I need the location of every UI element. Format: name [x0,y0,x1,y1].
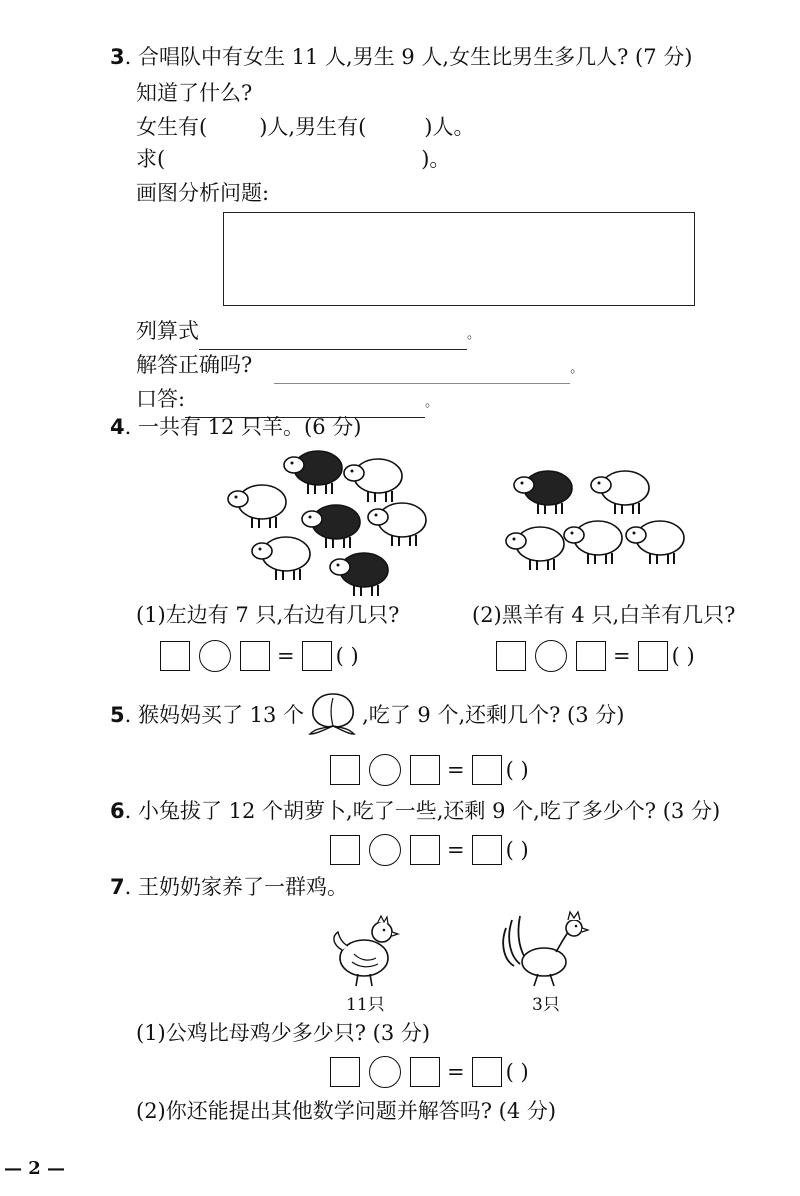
hen-count-label: 11只 [346,995,385,1015]
q4-text: . 一共有 12 只羊。(6 分) [124,415,362,439]
unit-paren[interactable]: ( ) [505,1060,529,1084]
rooster-icon [496,908,596,988]
unit-paren[interactable]: ( ) [335,644,359,668]
operand-box[interactable] [576,641,606,671]
q3-text: . 合唱队中有女生 11 人,男生 9 人,女生比男生多几人? (7 分) [124,45,693,69]
equals-sign: = [277,644,295,668]
operand-box[interactable] [410,835,440,865]
q7-sub2: (2)你还能提出其他数学问题并解答吗? (4 分) [136,1099,557,1123]
operator-circle[interactable] [535,640,567,672]
q4-sub2-equation [496,640,695,672]
q3-ask-post: )。 [421,147,451,171]
q3-girls-post: )人,男生有( [259,115,367,139]
result-box[interactable] [472,835,502,865]
result-box[interactable] [472,1057,502,1087]
hen-icon [326,910,406,990]
operand-box[interactable] [410,755,440,785]
rooster-count-label: 3只 [532,995,560,1015]
q5-title [110,700,624,732]
q7-equation [330,1056,529,1088]
q3-ask-pre: 求( [136,147,166,171]
q5-equation [330,754,529,786]
unit-paren[interactable]: ( ) [505,758,529,782]
q3-formula-period: 。 [467,327,481,342]
operand-box[interactable] [330,1057,360,1087]
q3-title [110,42,692,72]
formula-answer-line[interactable] [199,327,467,350]
q3-check-label: 解答正确吗? [136,353,253,377]
q3-answer-label: 口答: [136,387,186,411]
q6-text: . 小兔拔了 12 个胡萝卜,吃了一些,还剩 9 个,吃了多少个? (3 分) [124,799,721,823]
operand-box[interactable] [160,641,190,671]
left-sheep-group [228,451,426,596]
unit-paren[interactable]: ( ) [505,838,529,862]
q3-girls-boys-line [136,112,474,142]
operator-circle[interactable] [369,754,401,786]
q7-number: 7 [110,875,125,899]
equals-sign: = [447,838,465,862]
result-box[interactable] [302,641,332,671]
q5-text-pre: . 猴妈妈买了 13 个 [124,703,305,727]
peach-icon [304,702,362,732]
equals-sign: = [447,758,465,782]
q3-oral-period: 。 [425,395,439,410]
q4-title [110,412,361,442]
q7-sub1: (1)公鸡比母鸡少多少只? (3 分) [136,1021,431,1045]
q3-know-label: 知道了什么? [136,81,253,105]
q5-number: 5 [110,703,125,727]
drawing-box[interactable] [223,212,695,306]
result-box[interactable] [638,641,668,671]
q4-sub1: (1)左边有 7 只,右边有几只? [136,603,400,627]
q4-number: 4 [110,415,125,439]
operator-circle[interactable] [369,1056,401,1088]
operand-box[interactable] [240,641,270,671]
q3-girls-pre: 女生有( [136,115,208,139]
operator-circle[interactable] [369,834,401,866]
operand-box[interactable] [330,755,360,785]
unit-paren[interactable]: ( ) [671,644,695,668]
q7-title [110,872,348,902]
equals-sign: = [613,644,631,668]
q7-text: . 王奶奶家养了一群鸡。 [124,875,348,899]
equals-sign: = [447,1060,465,1084]
operator-circle[interactable] [199,640,231,672]
check-answer-line[interactable] [274,361,570,384]
operand-box[interactable] [496,641,526,671]
q5-text-post: ,吃了 9 个,还剩几个? (3 分) [362,703,625,727]
q3-check-period: 。 [570,361,584,376]
operand-box[interactable] [330,835,360,865]
q3-boys-post: )人。 [424,115,475,139]
q3-number: 3 [110,45,125,69]
q3-ask-line [136,144,450,174]
q6-equation [330,834,529,866]
right-sheep-group [506,471,684,570]
q4-sub2: (2)黑羊有 4 只,白羊有几只? [472,603,736,627]
result-box[interactable] [472,755,502,785]
q3-formula-line [136,316,480,350]
sheep-illustration [0,440,800,600]
page-number: — 2 — [4,1158,66,1179]
q3-check-line [136,350,583,384]
q6-number: 6 [110,799,125,823]
operand-box[interactable] [410,1057,440,1087]
q3-formula-label: 列算式 [136,319,199,343]
q3-draw-label: 画图分析问题: [136,181,270,205]
q6-title [110,796,720,826]
q4-sub1-equation [160,640,359,672]
